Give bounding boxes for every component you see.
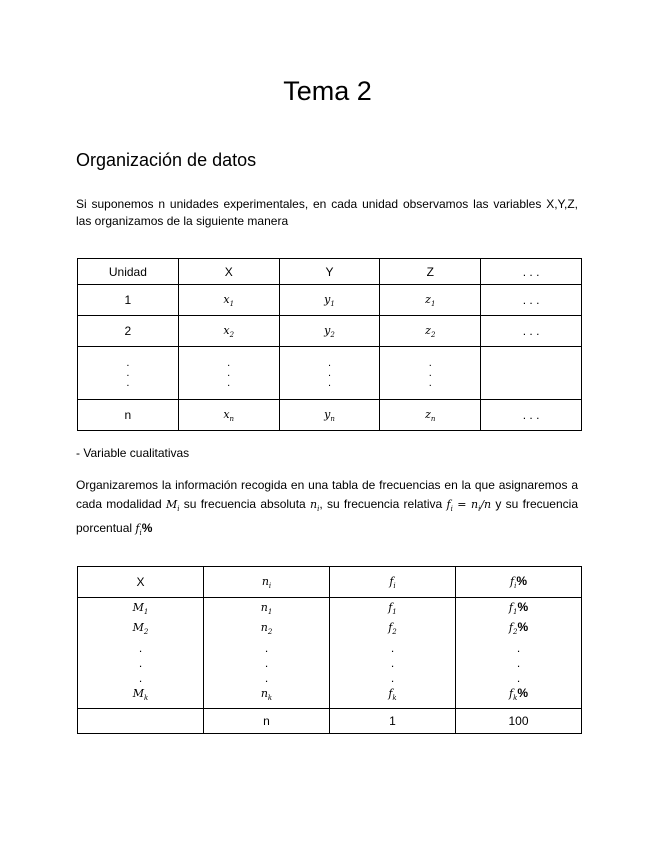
table-row	[78, 285, 582, 316]
header-x: X	[78, 567, 204, 598]
header-cell: Z	[380, 259, 481, 285]
ellipsis-cell: . . .	[178, 347, 279, 400]
z-cell: $z_n$	[380, 400, 481, 431]
ellipsis-cell: . . .	[279, 347, 380, 400]
header-fi-percent: $f_i\%$	[456, 567, 582, 598]
y-cell: $y_2$	[279, 316, 380, 347]
x-cell: $x_2$	[178, 316, 279, 347]
x-cell: $x_1$	[178, 285, 279, 316]
table-header-row	[78, 259, 582, 285]
intro-paragraph: Si suponemos n unidades experimentales, en cada unidad observamos las variables X,Y,Z, las organizamos de la siguiente manera	[76, 197, 578, 228]
table-row	[78, 400, 582, 431]
table-row	[78, 316, 582, 347]
y-cell: $y_n$	[279, 400, 380, 431]
table-header-row	[78, 567, 582, 598]
more-cell: . . .	[481, 400, 582, 431]
data-organization-table	[77, 258, 582, 431]
y-cell: $y_1$	[279, 285, 380, 316]
header-ni: $n_i$	[204, 567, 330, 598]
frequency-table	[77, 566, 582, 734]
page-title: Tema 2	[283, 76, 372, 106]
header-cell: X	[178, 259, 279, 285]
absolute-frequency-cell: $n_1$ $n_2$ . . . $n_k$	[204, 598, 330, 709]
header-cell: Unidad	[78, 259, 179, 285]
ellipsis-row	[78, 347, 582, 400]
bullet-variable-cualitativas: - Variable cualitativas	[76, 446, 190, 460]
z-cell: $z_2$	[380, 316, 481, 347]
unit-cell: 1	[78, 285, 179, 316]
relative-frequency-cell: $f_1$ $f_2$ . . . $f_k$	[330, 598, 456, 709]
x-cell: $x_n$	[178, 400, 279, 431]
percent-frequency-cell: $f_1\%$ $f_2\%$ . . . $f_k\%$	[456, 598, 582, 709]
more-cell: . . .	[481, 285, 582, 316]
header-fi: $f_i$	[330, 567, 456, 598]
total-n-cell: n	[204, 709, 330, 734]
header-cell: Y	[279, 259, 380, 285]
unit-cell: n	[78, 400, 179, 431]
table-total-row	[78, 709, 582, 734]
z-cell: $z_1$	[380, 285, 481, 316]
section-heading: Organización de datos	[76, 150, 257, 170]
total-f-cell: 1	[330, 709, 456, 734]
modalities-cell: $M_1$ $M_2$ . . . $M_k$	[78, 598, 204, 709]
header-cell: . . .	[481, 259, 582, 285]
empty-cell	[78, 709, 204, 734]
more-cell: . . .	[481, 316, 582, 347]
table-body-row	[78, 598, 582, 709]
empty-cell	[481, 347, 582, 400]
ellipsis-cell: . . .	[78, 347, 179, 400]
unit-cell: 2	[78, 316, 179, 347]
ellipsis-cell: . . .	[380, 347, 481, 400]
frequency-paragraph: Organizaremos la información recogida en una tabla de frecuencias en la que asignaremos a cada modalidad $M_i$ su frecuencia absoluta $n_i$, su frecuencia relativa $f_i = n_i/n$ y su frecuencia porcentual $f_i\%$	[76, 478, 578, 538]
total-fp-cell: 100	[456, 709, 582, 734]
